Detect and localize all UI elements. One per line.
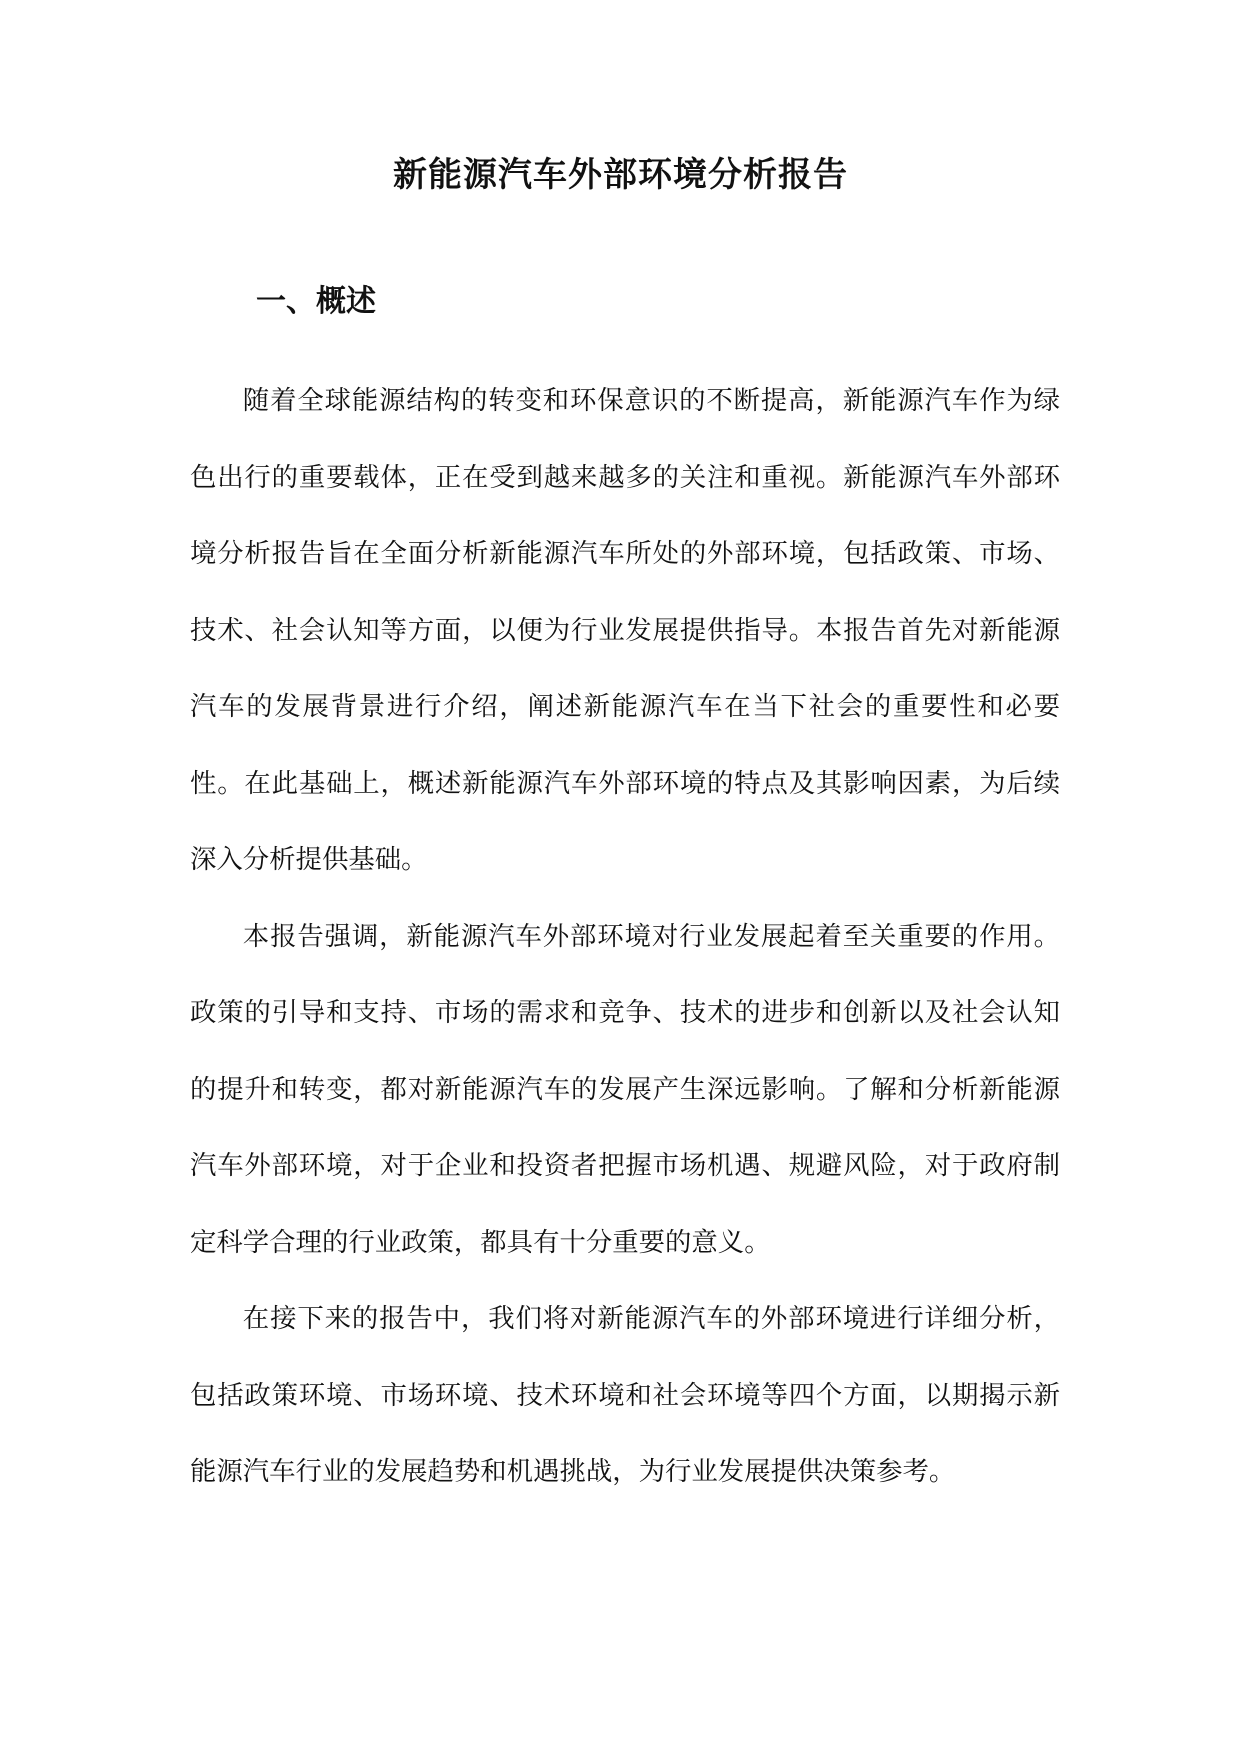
document-body [190, 363, 1060, 1511]
paragraph-3: 在接下来的报告中，我们将对新能源汽车的外部环境进行详细分析，包括政策环境、市场环境、技术环境和社会环境等四个方面，以期揭示新能源汽车行业的发展趋势和机遇挑战，为行业发展提供决策参考。 [190, 1303, 1060, 1487]
section-heading: 一、概述 [256, 284, 376, 319]
paragraph-2: 本报告强调，新能源汽车外部环境对行业发展起着至关重要的作用。政策的引导和支持、市场的需求和竞争、技术的进步和创新以及社会认知的提升和转变，都对新能源汽车的发展产生深远影响。了解和分析新能源汽车外部环境，对于企业和投资者把握市场机遇、规避风险，对于政府制定科学合理的行业政策，都具有十分重要的意义。 [190, 920, 1060, 1258]
paragraph-1: 随着全球能源结构的转变和环保意识的不断提高，新能源汽车作为绿色出行的重要载体，正在受到越来越多的关注和重视。新能源汽车外部环境分析报告旨在全面分析新能源汽车所处的外部环境，包括政策、市场、技术、社会认知等方面，以便为行业发展提供指导。本报告首先对新能源汽车的发展背景进行介绍，阐述新能源汽车在当下社会的重要性和必要性。在此基础上，概述新能源汽车外部环境的特点及其影响因素，为后续深入分析提供基础。 [190, 385, 1060, 875]
document-title: 新能源汽车外部环境分析报告 [393, 155, 848, 195]
